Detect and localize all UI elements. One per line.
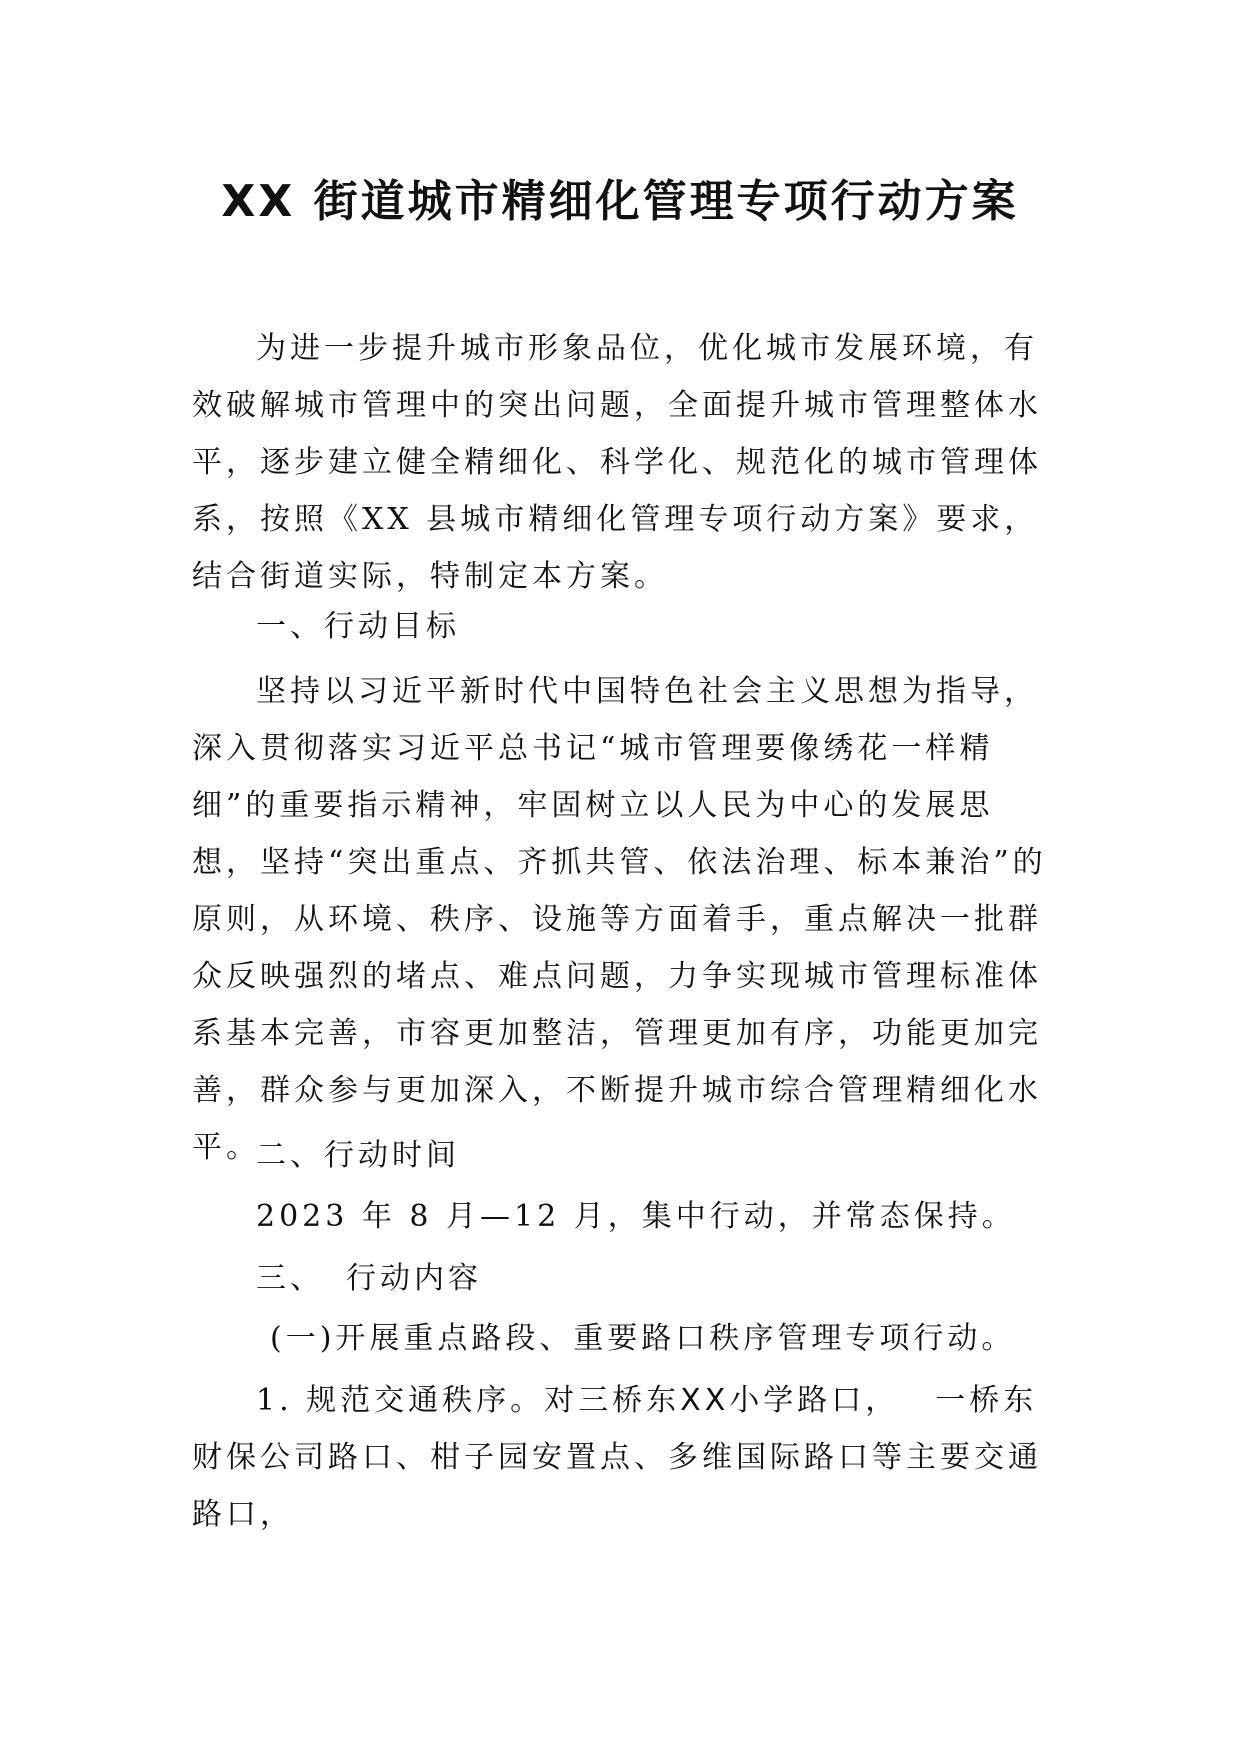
subsection-heading-1: (一)开展重点路段、重要路口秩序管理专项行动。 — [270, 1321, 1016, 1356]
item-1-xx: XX — [680, 1383, 730, 1418]
section-heading-number: 三、 — [256, 1261, 324, 1296]
section-heading-time: 二、行动时间 — [256, 1138, 460, 1173]
item-1-text-a: 1. 规范交通秩序。对三桥东 — [256, 1383, 681, 1418]
item-1-text-c: 一桥东财保公司路口、柑子园安置点、多维国际路口等主要交通路口， — [192, 1383, 1042, 1532]
section-heading-text: 行动内容 — [346, 1261, 482, 1296]
section-heading-goals: 一、行动目标 — [256, 609, 460, 644]
intro-paragraph: 为进一步提升城市形象品位，优化城市发展环境，有效破解城市管理中的突出问题，全面提升城市管理整体水平，逐步建立健全精细化、科学化、规范化的城市管理体系，按照《XX 县城市精细化管理专项行动方案》要求，结合街道实际，特制定本方案。 — [192, 331, 1042, 594]
item-1-text-b: 小学路口， — [729, 1383, 900, 1418]
item-1-paragraph — [192, 1372, 1052, 1543]
section-heading-content — [256, 1250, 1116, 1307]
goals-paragraph: 坚持以习近平新时代中国特色社会主义思想为指导，深入贯彻落实习近平总书记“城市管理要像绣花一样精细”的重要指示精神，牢固树立以人民为中心的发展思想，坚持“突出重点、齐抓共管、依法治理、标本兼治”的原则，从环境、秩序、设施等方面着手，重点解决一批群众反映强烈的堵点、难点问题，力争实现城市管理标准体系基本完善，市容更加整洁，管理更加有序，功能更加完善，群众参与更加深入，不断提升城市综合管理精细化水平。 — [192, 674, 1047, 1165]
time-paragraph: 2023 年 8 月—12 月，集中行动，并常态保持。 — [256, 1199, 1016, 1234]
document-title: XX 街道城市精细化管理专项行动方案 — [221, 176, 1019, 227]
